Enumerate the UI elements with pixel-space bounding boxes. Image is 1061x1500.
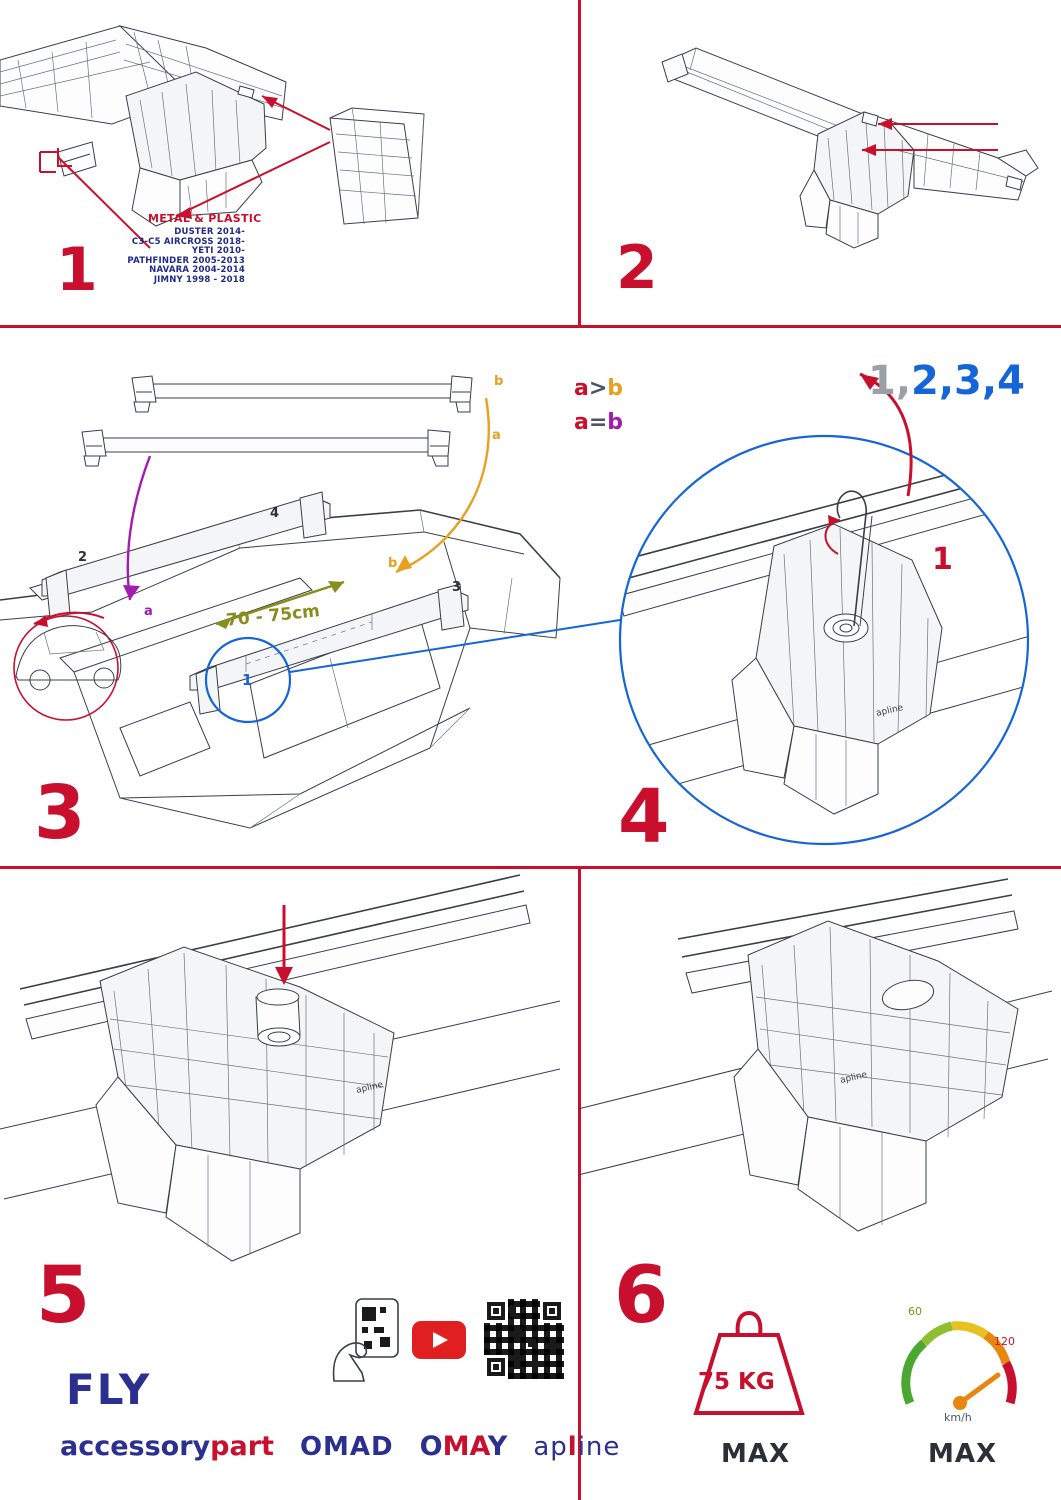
brand-apline-part1: ap: [533, 1432, 568, 1462]
roof-tag-1: 1: [242, 671, 253, 689]
brand-accessorypart-part2: part: [210, 1431, 274, 1462]
apline-logo-text: apline: [875, 703, 905, 719]
step-4-panel: [578, 328, 1061, 866]
bar-label-upper-b: b: [494, 374, 504, 389]
action-number: 1: [932, 542, 953, 577]
roof-tag-3: 3: [452, 580, 462, 595]
max-weight-value: 75 KG: [698, 1369, 775, 1395]
metal-plastic-title: METAL & PLASTIC: [148, 212, 262, 225]
brand-row: [60, 1431, 620, 1462]
apline-logo-text: apline: [839, 1070, 869, 1086]
compare-right: b: [607, 410, 624, 435]
roof-tag-4: 4: [270, 506, 280, 521]
qr-code[interactable]: [484, 1299, 564, 1379]
bar-label-mid-b: b: [388, 556, 398, 571]
vehicle-item: JIMNY 1998 - 2018: [153, 274, 245, 285]
max-speed-gauge-icon: [894, 1307, 1030, 1423]
youtube-icon[interactable]: [412, 1321, 466, 1359]
max-speed-label: MAX: [928, 1439, 998, 1469]
phone-qr-scan-icon: [330, 1297, 402, 1383]
apline-logo-text: apline: [355, 1080, 385, 1096]
brand-omay-part1: O: [419, 1431, 443, 1462]
brand-accessorypart-part1: accessory: [60, 1431, 211, 1462]
sequence-first: 1,: [868, 358, 912, 404]
step-number-5: 5: [36, 1251, 91, 1341]
step-number-3: 3: [34, 770, 86, 856]
vehicle-item: C3-C5 AIRCROSS 2018-: [131, 236, 245, 247]
step-number-4: 4: [618, 774, 670, 860]
gauge-unit-label: km/h: [944, 1411, 972, 1424]
gauge-min-label: 60: [908, 1305, 922, 1318]
sequence-label: [868, 358, 1025, 404]
sequence-rest: 2,3,4: [911, 358, 1025, 404]
brand-omad: OMAD: [299, 1432, 394, 1462]
step-1-panel: [0, 0, 578, 325]
brand-apline-bar: l: [567, 1432, 578, 1462]
max-weight-label: MAX: [721, 1439, 791, 1469]
roof-tag-2: 2: [78, 550, 88, 565]
step-3-panel: [0, 328, 624, 866]
step-2-panel: [578, 0, 1061, 325]
gauge-max-label: 120: [994, 1335, 1015, 1348]
step-5-panel: [0, 869, 621, 1500]
vehicle-item: YETI 2010-: [191, 246, 245, 257]
compare-op: >: [588, 376, 608, 401]
brand-omay-part2: MA: [442, 1431, 488, 1462]
vehicle-item: PATHFINDER 2005-2013: [127, 255, 245, 266]
brand-accessorypart: [60, 1431, 274, 1462]
brand-apline-part2: ine: [577, 1432, 621, 1462]
compare-op: =: [588, 410, 608, 435]
vehicle-item: DUSTER 2014-: [174, 227, 245, 237]
vehicle-item: NAVARA 2004-2014: [149, 265, 245, 276]
compare-left: a: [574, 410, 589, 435]
bar-label-left-a: a: [144, 604, 153, 619]
compare-left: a: [574, 376, 589, 401]
distance-label: 70 - 75cm: [225, 601, 321, 631]
step-number-2: 2: [616, 233, 658, 303]
brand-omay-part3: Y: [487, 1431, 508, 1462]
bar-label-lower-a: a: [492, 428, 501, 443]
brand-fly: FLY: [66, 1365, 152, 1414]
brand-omay: [420, 1431, 508, 1462]
compare-right: b: [607, 376, 624, 401]
step-number-6: 6: [614, 1251, 669, 1341]
step-6-panel: [578, 869, 1061, 1500]
max-weight-icon: [684, 1309, 814, 1417]
step-number-1: 1: [56, 235, 98, 305]
